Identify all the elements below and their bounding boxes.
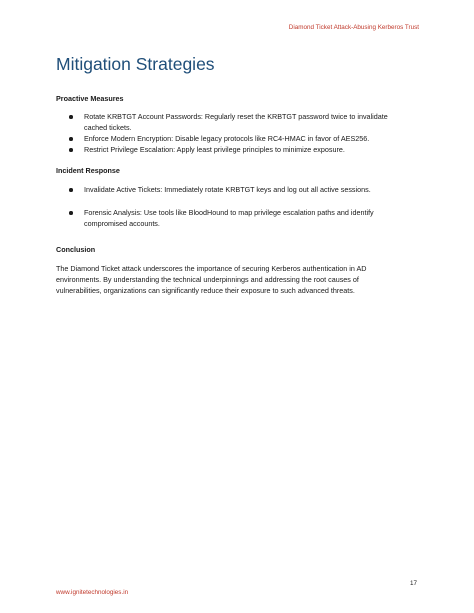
proactive-measures-list xyxy=(56,111,401,155)
conclusion-paragraph: The Diamond Ticket attack underscores the importance of securing Kerberos authentication in AD environments. By understanding the technical underpinnings and addressing the root causes of vulnerabilities, organizations can significantly reduce their exposure to such advanced threats. xyxy=(56,264,367,295)
incident-response-list xyxy=(56,184,401,229)
section-title: Mitigation Strategies xyxy=(56,54,215,74)
list-item-text: Invalidate Active Tickets: Immediately rotate KRBTGT keys and log out all active sessions. xyxy=(84,185,371,194)
list-item xyxy=(56,144,401,155)
incident-response-heading: Incident Response xyxy=(56,166,120,175)
page-number: 17 xyxy=(409,580,417,587)
list-item xyxy=(56,184,401,195)
website-link[interactable]: www.ignitetechnologies.in xyxy=(56,589,129,596)
list-item xyxy=(56,133,401,144)
list-item-text: Rotate KRBTGT Account Passwords: Regularly reset the KRBTGT password twice to invalidate cached tickets. xyxy=(84,112,388,132)
conclusion-heading: Conclusion xyxy=(56,245,96,254)
bullet-icon xyxy=(69,137,73,141)
list-item-text: Forensic Analysis: Use tools like BloodHound to map privilege escalation paths and identify compromised accounts. xyxy=(84,208,374,228)
list-item xyxy=(56,111,401,133)
running-header: Diamond Ticket Attack-Abusing Kerberos Trust xyxy=(288,24,419,31)
bullet-icon xyxy=(69,211,73,215)
bullet-icon xyxy=(69,115,73,119)
proactive-measures-heading: Proactive Measures xyxy=(56,94,124,103)
bullet-icon xyxy=(69,148,73,152)
bullet-icon xyxy=(69,188,73,192)
list-item-text: Restrict Privilege Escalation: Apply least privilege principles to minimize exposure. xyxy=(84,145,345,154)
list-item xyxy=(56,207,401,229)
list-item-text: Enforce Modern Encryption: Disable legacy protocols like RC4-HMAC in favor of AES256. xyxy=(84,134,370,143)
